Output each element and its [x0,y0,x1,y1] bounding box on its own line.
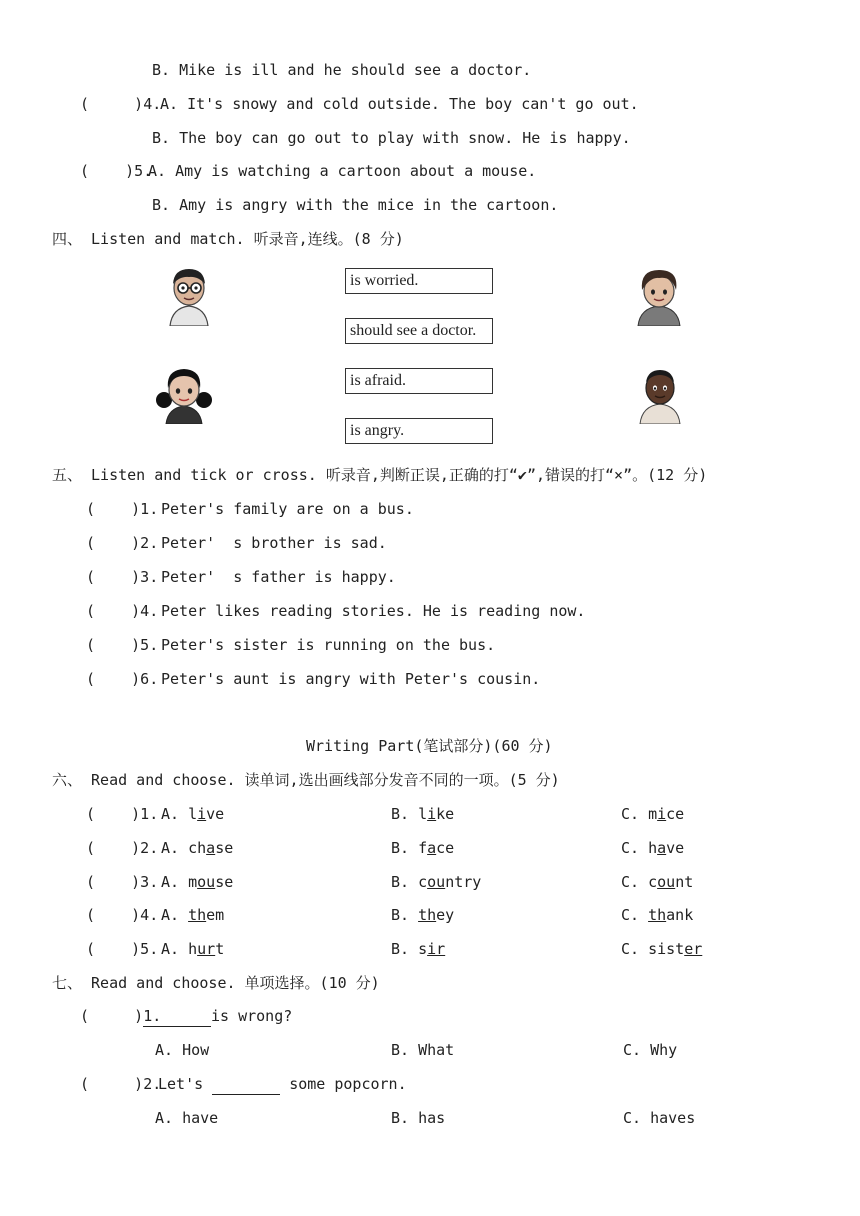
s6-q2-option-c[interactable]: C. have [621,839,685,857]
s6-q1-option-c[interactable]: C. mice [621,805,685,823]
s6-q4-option-c[interactable]: C. thank [621,906,694,924]
s7-q1-option-b[interactable]: B. What [391,1041,455,1059]
s5-q1-paren[interactable]: ( )1. [86,500,159,518]
q4-option-a: A. It's snowy and cold outside. The boy can't go out. [160,95,639,113]
s6-q4-option-b[interactable]: B. they [391,906,455,924]
s6-q3-paren[interactable]: ( )3. [86,873,159,891]
q4-option-b: B. The boy can go out to play with snow. He is happy. [152,129,631,147]
s6-q2-option-b[interactable]: B. face [391,839,455,857]
s7-q2-option-b[interactable]: B. has [391,1109,446,1127]
s7-q2-option-a[interactable]: A. have [155,1109,219,1127]
s5-q2-text: Peter' s brother is sad. [161,534,387,552]
match-phrase-afraid[interactable]: is afraid. [345,368,493,394]
s5-q4-paren[interactable]: ( )4. [86,602,159,620]
s7-q2-blank[interactable] [212,1074,280,1095]
s6-q4-paren[interactable]: ( )4. [86,906,159,924]
s6-q5-option-c[interactable]: C. sister [621,940,703,958]
s6-q2-paren[interactable]: ( )2. [86,839,159,857]
s5-q4-text: Peter likes reading stories. He is reading now. [161,602,586,620]
s7-q1-option-c[interactable]: C. Why [623,1041,678,1059]
s5-q5-text: Peter's sister is running on the bus. [161,636,496,654]
s6-q5-option-a[interactable]: A. hurt [161,940,225,958]
q4-answer-paren[interactable]: ( )4. [80,95,162,113]
s6-q5-paren[interactable]: ( )5. [86,940,159,958]
s6-q1-option-a[interactable]: A. live [161,805,225,823]
section-6-heading: 六、 Read and choose. 读单词,选出画线部分发音不同的一项。(5 分) [52,771,560,789]
q3-option-b: B. Mike is ill and he should see a doctor. [152,61,532,79]
s5-q6-paren[interactable]: ( )6. [86,670,159,688]
s5-q5-paren[interactable]: ( )5. [86,636,159,654]
section-5-heading: 五、 Listen and tick or cross. 听录音,判断正误,正确的打“✔”,错误的打“×”。(12 分) [52,466,708,484]
s7-q1-stem: is wrong? [143,1006,292,1027]
s5-q2-paren[interactable]: ( )2. [86,534,159,552]
s6-q3-option-c[interactable]: C. count [621,873,694,891]
s5-q6-text: Peter's aunt is angry with Peter's cousin. [161,670,541,688]
s7-q1-blank[interactable] [143,1006,211,1027]
section-4-heading: 四、 Listen and match. 听录音,连线。(8 分) [52,230,404,248]
s5-q3-paren[interactable]: ( )3. [86,568,159,586]
s6-q2-option-a[interactable]: A. chase [161,839,234,857]
s7-q2-option-c[interactable]: C. haves [623,1109,696,1127]
match-phrase-worried[interactable]: is worried. [345,268,493,294]
s7-q1-paren[interactable]: ( )1. [80,1007,162,1025]
writing-part-title: Writing Part(笔试部分)(60 分) [306,737,553,755]
match-phrase-see-doctor[interactable]: should see a doctor. [345,318,493,344]
s7-q2-stem: Let's some popcorn. [158,1075,407,1093]
s7-q2-paren[interactable]: ( )2. [80,1075,162,1093]
q5-answer-paren[interactable]: ( )5. [80,162,153,180]
s6-q4-option-a[interactable]: A. them [161,906,225,924]
s6-q1-option-b[interactable]: B. like [391,805,455,823]
s6-q5-option-b[interactable]: B. sir [391,940,446,958]
match-phrase-angry[interactable]: is angry. [345,418,493,444]
s6-q3-option-b[interactable]: B. country [391,873,482,891]
boy-dark-skin-illustration [630,364,690,424]
s6-q1-paren[interactable]: ( )1. [86,805,159,823]
s5-q3-text: Peter' s father is happy. [161,568,396,586]
s5-q1-text: Peter's family are on a bus. [161,500,414,518]
boy-brown-hair-illustration [630,266,688,326]
q5-option-a: A. Amy is watching a cartoon about a mouse. [148,162,537,180]
s6-q3-option-a[interactable]: A. mouse [161,873,234,891]
section-7-heading: 七、 Read and choose. 单项选择。(10 分) [52,974,380,992]
s7-q1-option-a[interactable]: A. How [155,1041,210,1059]
girl-with-pigtails-illustration [154,364,214,424]
boy-with-glasses-illustration [160,264,218,326]
q5-option-b: B. Amy is angry with the mice in the cartoon. [152,196,559,214]
